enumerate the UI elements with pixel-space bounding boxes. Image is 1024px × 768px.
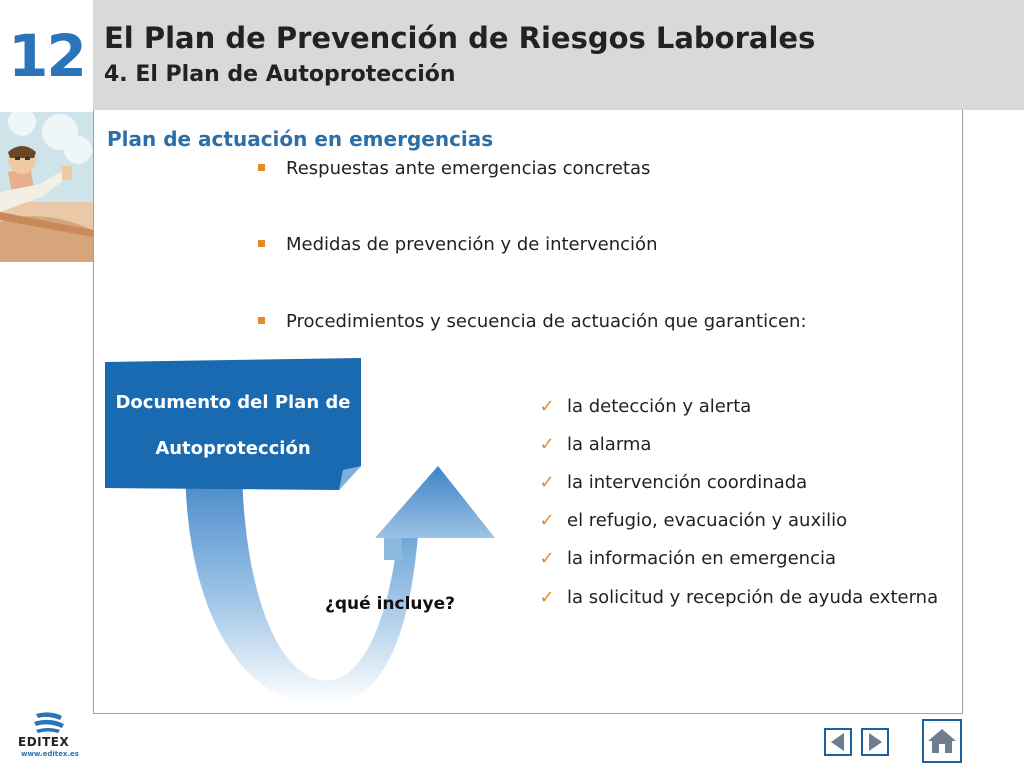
page-subtitle: 4. El Plan de Autoprotección <box>104 62 456 87</box>
checklist-text: la alarma <box>567 434 652 455</box>
chapter-box <box>0 0 93 110</box>
logo-name: EDITEX <box>18 735 70 749</box>
checkmark-icon: ✓ <box>539 548 555 569</box>
bullet-item <box>258 234 657 255</box>
home-button[interactable] <box>922 719 962 763</box>
document-card <box>103 358 363 490</box>
bullet-item <box>258 158 650 179</box>
checkmark-icon: ✓ <box>539 587 555 608</box>
bullet-text: Medidas de prevención y de intervención <box>286 234 658 255</box>
checklist-text: la información en emergencia <box>567 548 837 569</box>
checklist-item <box>536 587 938 608</box>
decorative-illustration <box>0 112 93 262</box>
checklist-text: la detección y alerta <box>567 396 752 417</box>
checkmark-icon: ✓ <box>539 434 555 455</box>
bullet-text: Procedimientos y secuencia de actuación que garanticen: <box>286 311 807 332</box>
prev-slide-button[interactable] <box>824 728 852 756</box>
bullet-square-icon <box>258 164 265 171</box>
bullet-item <box>258 311 807 332</box>
cycle-arrow <box>180 460 500 710</box>
document-card-text <box>103 380 363 472</box>
checklist-item <box>536 434 651 455</box>
checklist-text: la intervención coordinada <box>567 472 808 493</box>
checklist-item <box>536 510 847 531</box>
checkmark-icon: ✓ <box>539 472 555 493</box>
checklist-item <box>536 472 807 493</box>
checkmark-icon: ✓ <box>539 510 555 531</box>
bullet-square-icon <box>258 317 265 324</box>
document-card-line1: Documento del Plan de <box>115 392 351 413</box>
section-heading: Plan de actuación en emergencias <box>107 127 494 151</box>
page-title: El Plan de Prevención de Riesgos Laborales <box>104 21 816 55</box>
chapter-number: 12 <box>8 22 85 90</box>
logo-url: www.editex.es <box>21 750 79 758</box>
checklist-item <box>536 548 836 569</box>
next-slide-button[interactable] <box>861 728 889 756</box>
cycle-label: ¿qué incluye? <box>325 594 455 614</box>
bullet-square-icon <box>258 240 265 247</box>
checkmark-icon: ✓ <box>539 396 555 417</box>
document-card-line2: Autoprotección <box>155 438 311 459</box>
bullet-text: Respuestas ante emergencias concretas <box>286 158 651 179</box>
checklist-text: el refugio, evacuación y auxilio <box>567 510 848 531</box>
checklist-text: la solicitud y recepción de ayuda externa <box>567 587 939 608</box>
checklist-item <box>536 396 751 417</box>
